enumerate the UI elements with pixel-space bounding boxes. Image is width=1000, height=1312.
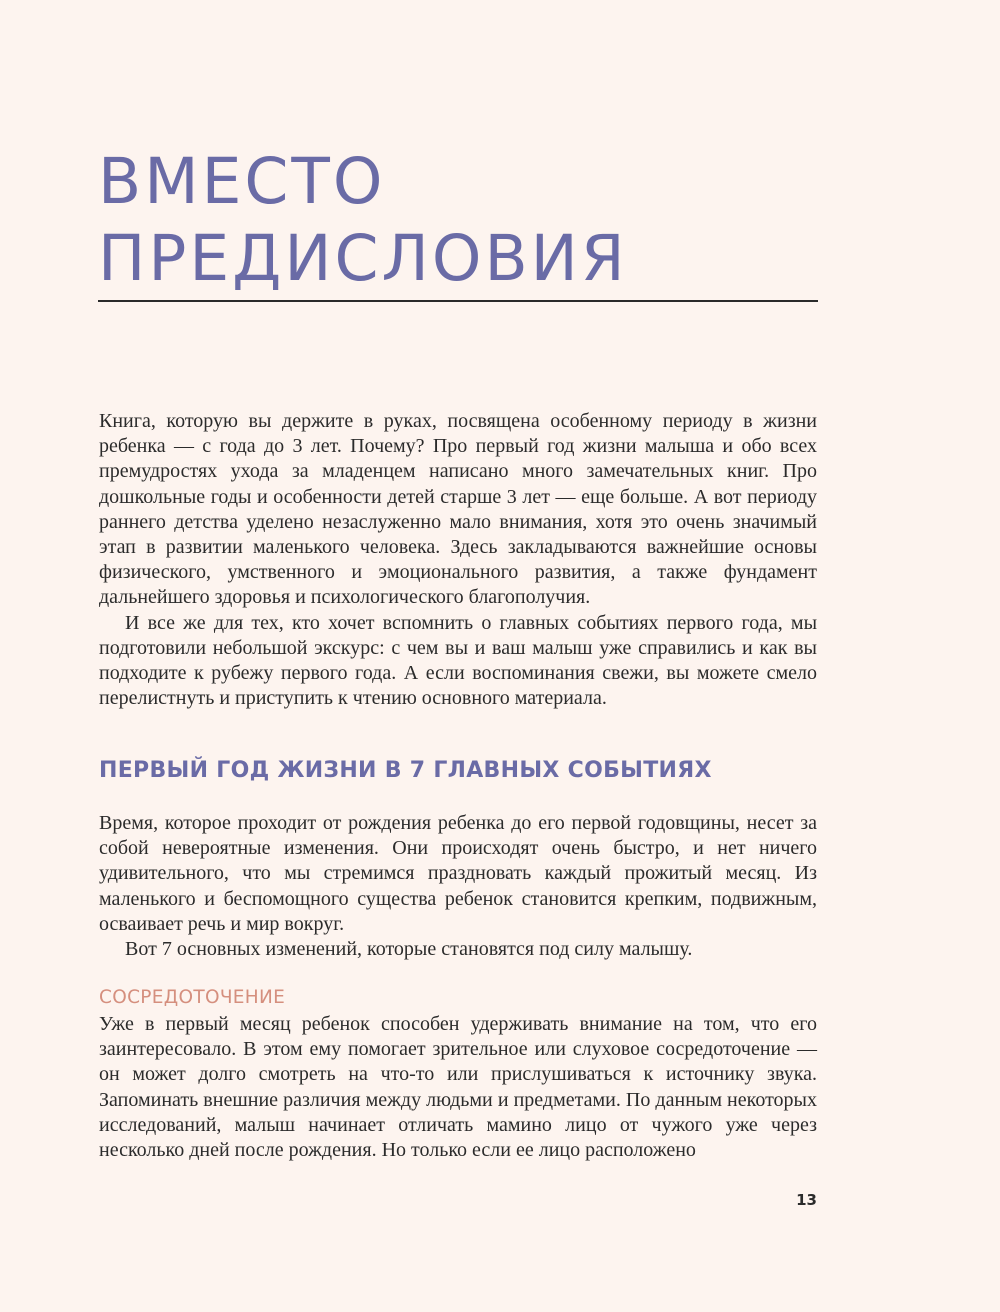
page-title-line-1: ВМЕСТО bbox=[98, 145, 386, 218]
subsection-text bbox=[99, 1012, 817, 1163]
section-paragraph-1: Время, которое проходит от рождения ребенка до его первой годовщины, несет за собой невероятные изменения. Они происходят очень быстро, и нет ничего удивительного, что мы стремимся праздновать каждый прожитый месяц. Из маленького и беспомощного существа ребенок становится крепким, подвижным, осваивает речь и мир вокруг. bbox=[99, 812, 817, 935]
intro-paragraph-2: И все же для тех, кто хочет вспомнить о главных событиях первого года, мы подготовили небольшой экскурс: с чем вы и ваш малыш уже справились и как вы подходите к рубежу первого года. А если воспоминания свежи, вы можете смело перелистнуть и приступить к чтению основного материала. bbox=[99, 611, 817, 710]
page-title bbox=[98, 143, 818, 297]
section-heading: ПЕРВЫЙ ГОД ЖИЗНИ В 7 ГЛАВНЫХ СОБЫТИЯХ bbox=[99, 758, 712, 783]
subsection-paragraph-1: Уже в первый месяц ребенок способен удерживать внимание на том, что его заинтересовало. В этом ему помогает зрительное или слуховое сосредоточение — он может долго смотреть на что-то или прислушиваться к источнику звука. Запоминать внешние различия между людьми и предметами. По данным некоторых исследований, малыш начинает отличать мамино лицо от чужого уже через несколько дней после рождения. Но только если ее лицо расположено bbox=[99, 1013, 817, 1162]
page-number: 13 bbox=[796, 1191, 817, 1209]
intro-text bbox=[99, 409, 817, 711]
subsection-heading: СОСРЕДОТОЧЕНИЕ bbox=[99, 987, 286, 1008]
section-text bbox=[99, 811, 817, 962]
intro-paragraph-1: Книга, которую вы держите в руках, посвящена особенному периоду в жизни ребенка — с года до 3 лет. Почему? Про первый год жизни малыша и обо всех премудростях ухода за младенцем написано много замечательных книг. Про дошкольные годы и особенности детей старше 3 лет — еще больше. А вот периоду раннего детства уделено незаслуженно мало внимания, хотя это очень значимый этап в развитии маленького человека. Здесь закладываются важнейшие основы физического, умственного и эмоционального развития, а также фундамент дальнейшего здоровья и психологического благополучия. bbox=[99, 410, 817, 609]
section-paragraph-2: Вот 7 основных изменений, которые становятся под силу малышу. bbox=[125, 938, 693, 961]
title-divider bbox=[98, 300, 818, 302]
page-title-line-2: ПРЕДИСЛОВИЯ bbox=[98, 222, 628, 295]
